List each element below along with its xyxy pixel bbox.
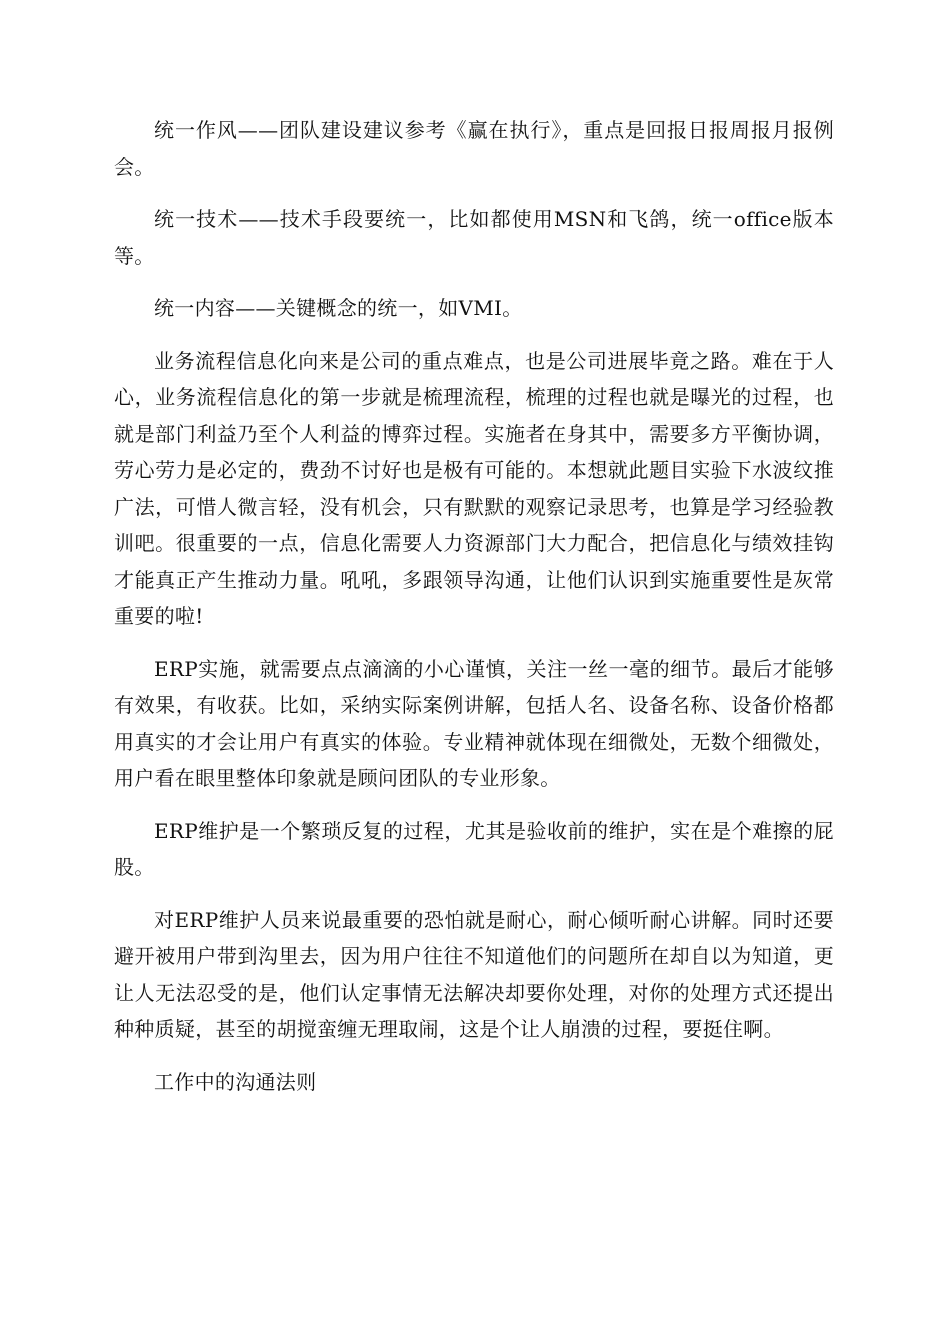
paragraph-erp-implementation: ERP实施，就需要点点滴滴的小心谨慎，关注一丝一毫的细节。最后才能够有效果，有收获。比如，采纳实际案例讲解，包括人名、设备名称、设备价格都用真实的才会让用户有真实的体验。专业精神就体现在细微处，无数个细微处，用户看在眼里整体印象就是顾问团队的专业形象。 (114, 656, 834, 790)
paragraph-communication-rules-heading: 工作中的沟通法则 (154, 1069, 317, 1094)
paragraph-business-process-informatization: 业务流程信息化向来是公司的重点难点，也是公司进展毕竟之路。难在于人心，业务流程信息化的第一步就是梳理流程，梳理的过程也就是曝光的过程，也就是部门利益乃至个人利益的博弈过程。实施者在身其中，需要多方平衡协调，劳心劳力是必定的，费劲不讨好也是极有可能的。本想就此题目实验下水波纹推广法，可惜人微言轻，没有机会，只有默默的观察记录思考，也算是学习经验教训吧。很重要的一点，信息化需要人力资源部门大力配合，把信息化与绩效挂钩才能真正产生推动力量。吼吼，多跟领导沟通，让他们认识到实施重要性是灰常重要的啦! (114, 348, 834, 628)
paragraph-unified-style: 统一作风——团队建设建议参考《赢在执行》，重点是回报日报周报月报例会。 (114, 118, 834, 179)
paragraph-erp-maintenance: ERP维护是一个繁琐反复的过程，尤其是验收前的维护，实在是个难擦的屁股。 (114, 818, 834, 879)
paragraph-erp-maintenance-staff: 对ERP维护人员来说最重要的恐怕就是耐心，耐心倾听耐心讲解。同时还要避开被用户带到沟里去，因为用户往往不知道他们的问题所在却自以为知道，更让人无法忍受的是，他们认定事情无法解决却要你处理，对你的处理方式还提出种种质疑，甚至的胡搅蛮缠无理取闹，这是个让人崩溃的过程，要挺住啊。 (114, 907, 834, 1041)
paragraph-unified-content: 统一内容——关键概念的统一，如VMI。 (154, 296, 523, 320)
paragraph-unified-technology: 统一技术——技术手段要统一，比如都使用MSN和飞鸽，统一office版本等。 (114, 207, 834, 268)
document-body (114, 112, 834, 1116)
